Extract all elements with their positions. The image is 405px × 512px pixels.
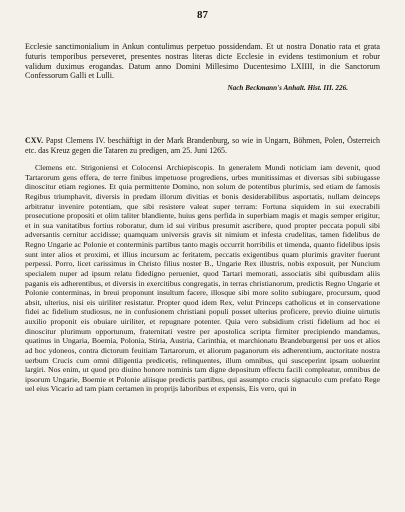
document-body — [25, 163, 380, 394]
document-heading — [25, 136, 380, 156]
continuation-paragraph — [25, 42, 380, 94]
body-paragraph: Clemens etc. Strigoniensi et Colocensi Archiepiscopis. In generalem Mundi noticiam iam devenit, quod Tartarorum gens effera, de terre finibus impetuose progrediens, urbes munitissimas et diversas sibi subiugasse dinoscitur etiam regiones. Et quia permittente Domino, non solum de potentibus plurimis, sed etiam de famosis Regibus triumphavit, diversis in predam illorum divitias et bonis desiderabilibus asportatis, nullam deinceps arbitratur invenire potentiam, que sibi resistere valeat super terram: Fortuna siquidem in sui execrabili prosecutione propositi et olim taliter blandiente, huius gens perfida in superbiam magis et magis semper erigitur, et in sua vanitatibus fortius roboratur, dum id sui viribus presumit ascribere, quod propter peccata populi sibi adversantis cernitur accidisse; quamquam universis gravis sit nimium et infesta crudelitas, tamen fidelibus de Regno Ungarie ac Polonie et conterminis partibus tanto magis occurrit horribilis et timenda, quanto fidelibus ipsis sunt inter alios et proximi, et illius incursum ac feritatem, peccatis exigentibus quam plurimis graviter fuerunt perpessi. Porro, licet carissimus in Christo filius noster B., Ungarie Rex illustris, nobis exposuit, per Nuncium specialem nuper ad ipsum relatu fidedigno perueniet, quod Tartari memorati, associatis sibi quibusdam aliis paganis eis adherentibus, et diversis in exercitibus congregatis, in terras christianorum, predictis Regno Ungarie et Polonie conterminas, in breui proponunt insultum facere, illosque sibi more solito subiugare, procursum, quod absit, ulterius, nisi eis uiriliter resistatur. Propter quod idem Rex, velut Princeps catholicus et in conservatione fidei ac fidelium studiosus, ne in confusionem christiani populi posset ulterius proficere, previo diuine uirtutis auxilio proponit eis obuiare uiriliter, et repugnare potenter. Quia vero subsidium cristi fidelium ad hoc ei dinoscitur plurimum opportunum, fraternitati vestre per apostolica scripta firmiter precipiendo mandamus, quatinus in Ungaria, Boemia, Polonia, Stiria, Austria, Carinthia, et marchionatu Brandeburgensi per uos et alios ad hoc ydoneos, contra dictorum feuitiam Tartarorum, et aliorum paganorum eis adherentium, auctoritate nostra uerbum Crucis cum omni diligentia predicetis, relinquentes, illum omnibus, qui susceperint ipsam uoluerint largiri. Nos enim, ut quod pro diuino honore nominis tam digne depositum effectu facili compleatur, omnibus de ipsorum Ungarie, Boemie et Polonie aliisque predictis partibus, qui assumpto crucis signaculo cum prefato Rege uel eius Vicario ad tam piam certamen in proprijs laboribus et expensis, Eis vero, qui in — [25, 163, 380, 394]
document-number: CXV. — [25, 136, 44, 145]
continuation-text: Ecclesie sanctimonialium in Ankun contulimus perpetuo possidendam. Et ut nostra Donatio rata et grata futuris temporibus perseveret, presentes nostras literas dicte Ecclesie in evidens testimonium et robur validum duximus erogandas. Datum anno Domini Millesimo Ducentesimo LXIIII, in die Sanctorum Confessorum Galli et Lulli. — [25, 42, 380, 81]
page-number: 87 — [197, 9, 208, 21]
heading-summary: Papst Clemens IV. beschäftigt in der Mark Brandenburg, so wie in Ungarn, Böhmen, Polen, Österreich etc. das Kreuz gegen die Tataren zu predigen, am 25. Juni 1265. — [25, 136, 380, 155]
source-citation: Nach Beckmann's Anhalt. Hist. III. 226. — [227, 84, 348, 93]
